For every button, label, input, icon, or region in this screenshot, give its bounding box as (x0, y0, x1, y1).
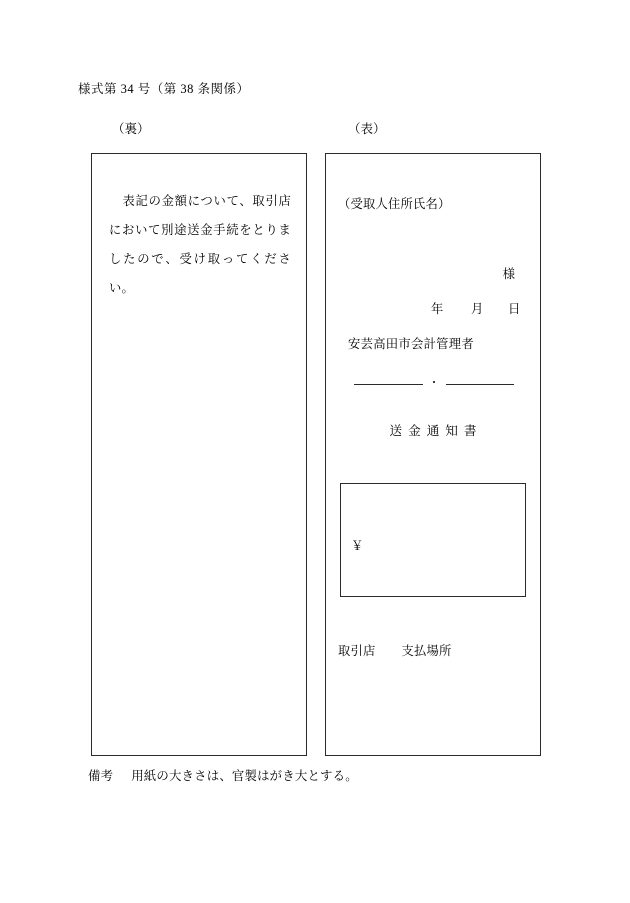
remarks-label: 備考 (88, 769, 114, 783)
label-front-side: （表） (348, 122, 386, 136)
currency-symbol: ￥ (351, 539, 364, 553)
rule-dot: ・ (428, 377, 440, 389)
date-line (326, 299, 540, 317)
remarks-text: 用紙の大きさは、官製はがき大とする。 (131, 769, 358, 783)
document-title: 送金通知書 (389, 424, 483, 438)
rule-line-left (354, 384, 423, 385)
honorific-label: 様 (502, 267, 515, 281)
remarks (88, 766, 358, 784)
postcard-front (325, 153, 541, 756)
label-back-side: （裏） (112, 122, 150, 136)
date-day-label: 日 (508, 302, 521, 316)
date-year-label: 年 (431, 302, 444, 316)
postcard-back (91, 153, 307, 756)
bank-label: 取引店 (338, 644, 376, 658)
form-number: 様式第 34 号（第 38 条関係） (78, 82, 250, 96)
amount-box (340, 483, 526, 597)
payee-address-name-field: （受取人住所氏名） (338, 197, 451, 211)
payment-place-label: 支払場所 (401, 644, 452, 658)
bank-and-payment-line (338, 641, 452, 659)
rule-line-right (446, 384, 515, 385)
date-month-label: 月 (471, 302, 484, 316)
seal-rule (354, 379, 514, 390)
back-body-text: 表記の金額について、取引店において別途送金手続をとりましたので、受け取ってください。 (109, 194, 291, 295)
issuer-name: 安芸高田市会計管理者 (348, 337, 474, 351)
